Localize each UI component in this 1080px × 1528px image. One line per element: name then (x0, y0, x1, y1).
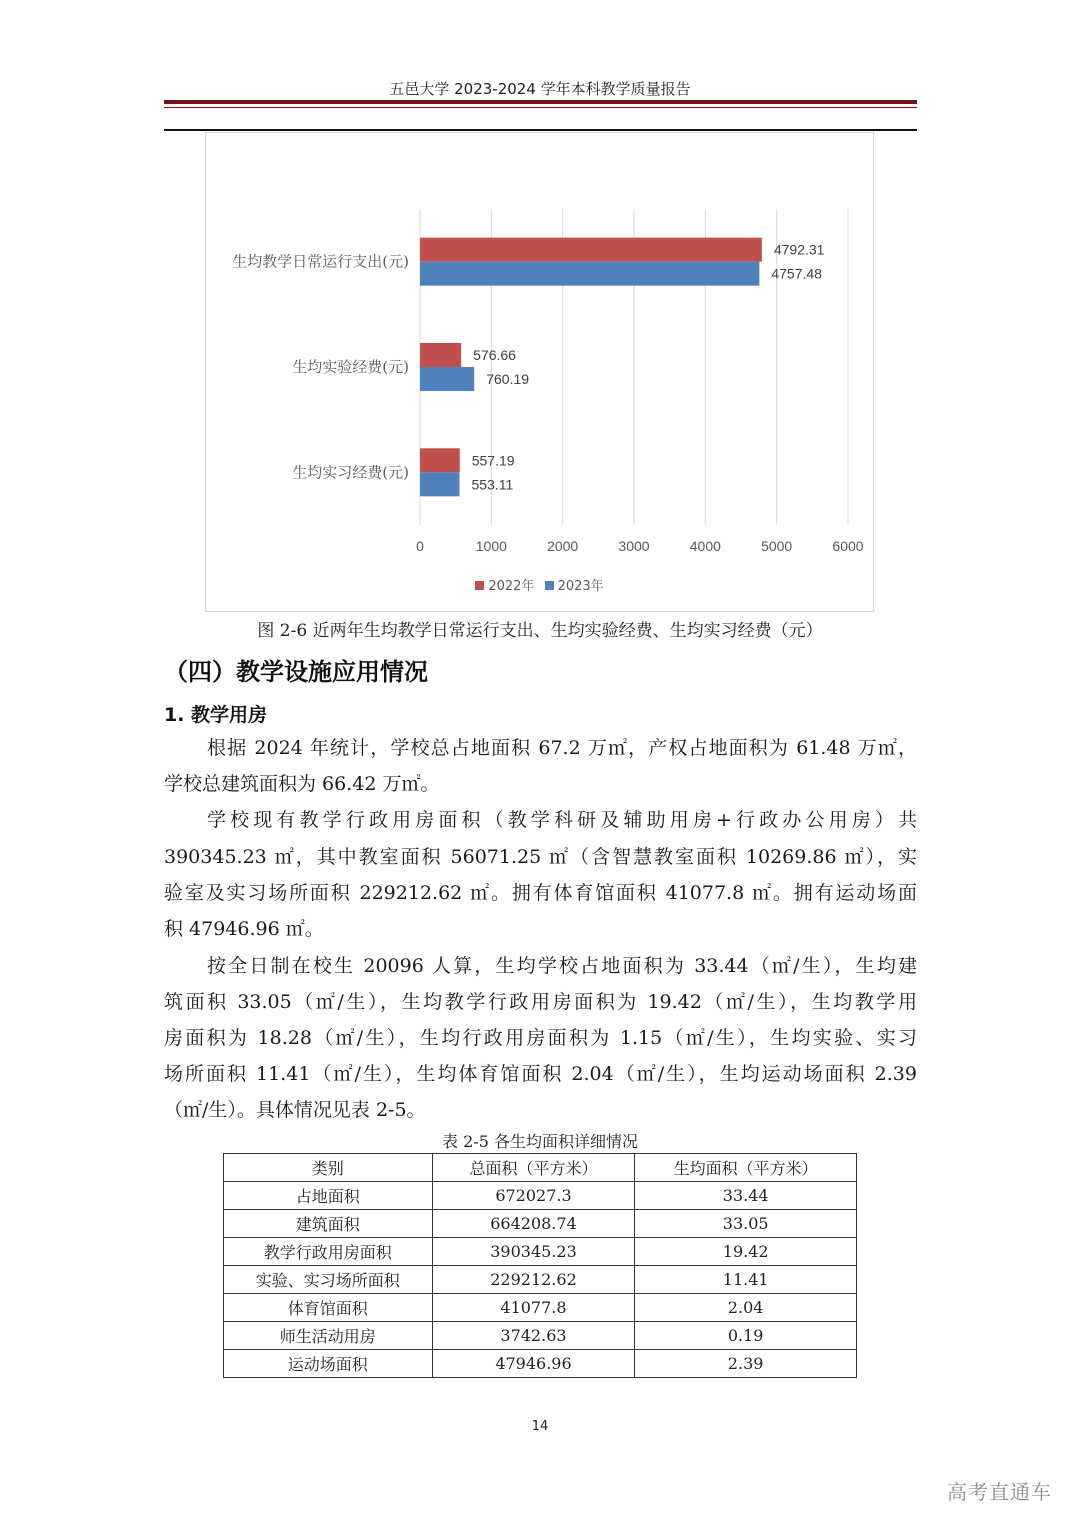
table-cell: 390345.23 (432, 1238, 635, 1266)
bar-2022年-2 (420, 448, 460, 472)
paragraph-line: 房面积为 18.28（㎡/生），生均行政用房面积为 1.15（㎡/生），生均实验、实习 (164, 1027, 917, 1049)
area-table (223, 1153, 857, 1378)
section-heading: （四）教学设施应用情况 (164, 658, 428, 686)
legend-item-2022 (475, 579, 538, 594)
sub-heading: 1. 教学用房 (164, 704, 268, 726)
table-cell: 占地面积 (224, 1182, 433, 1210)
table-cell: 0.19 (635, 1322, 857, 1350)
paragraph-line: 根据 2024 年统计，学校总占地面积 67.2 万㎡，产权占地面积为 61.48 万㎡， (207, 737, 917, 759)
table-cell: 教学行政用房面积 (224, 1238, 433, 1266)
bar-2023年-1 (420, 367, 474, 391)
page-number: 14 (531, 1419, 549, 1434)
data-label: 4792.31 (773, 241, 825, 258)
header-rule-thin (164, 107, 917, 108)
data-label: 553.11 (471, 476, 514, 493)
x-tick-label: 5000 (761, 538, 793, 554)
bar-chart-figure (205, 132, 874, 612)
data-label: 760.19 (486, 371, 530, 387)
table-header-cell: 类别 (224, 1154, 433, 1182)
table-row (224, 1238, 857, 1266)
table-row (224, 1350, 857, 1378)
table-cell: 运动场面积 (224, 1350, 433, 1378)
report-header-title: 五邑大学 2023-2024 学年本科教学质量报告 (389, 80, 691, 98)
x-tick-label: 2000 (547, 538, 579, 554)
category-label: 生均实习经费(元) (292, 463, 409, 482)
table-cell: 672027.3 (432, 1182, 635, 1210)
table-cell: 2.04 (635, 1294, 857, 1322)
table-cell: 2.39 (635, 1350, 857, 1378)
watermark-text: 高考直通车 (947, 1480, 1052, 1504)
paragraph-line: 390345.23 ㎡，其中教室面积 56071.25 ㎡（含智慧教室面积 10269.86 ㎡），实 (164, 846, 917, 868)
legend-label-2023: 2023年 (557, 579, 604, 594)
data-label: 557.19 (471, 452, 515, 469)
table-cell: 3742.63 (432, 1322, 635, 1350)
table-cell: 实验、实习场所面积 (224, 1266, 433, 1294)
table-row (224, 1266, 857, 1294)
table-cell: 33.05 (635, 1210, 857, 1238)
legend-label-2022: 2022年 (488, 579, 535, 594)
table-cell: 47946.96 (432, 1350, 635, 1378)
bar-2023年-2 (420, 472, 459, 496)
table-header-cell: 生均面积（平方米） (635, 1154, 857, 1182)
x-tick-label: 0 (416, 538, 424, 554)
table-header-row (224, 1154, 857, 1182)
paragraph-line: 按全日制在校生 20096 人算，生均学校占地面积为 33.44（㎡/生），生均建 (207, 955, 917, 977)
paragraph-line: 学校总建筑面积为 66.42 万㎡。 (164, 773, 440, 795)
header-rule-black (164, 129, 917, 131)
paragraph-line: 场所面积 11.41（㎡/生），生均体育馆面积 2.04（㎡/生），生均运动场面积 2.39 (164, 1063, 917, 1085)
category-label: 生均教学日常运行支出(元) (232, 252, 409, 271)
paragraph-line: 验室及实习场所面积 229212.62 ㎡。拥有体育馆面积 41077.8 ㎡。拥有运动场面 (164, 882, 917, 904)
table-cell: 建筑面积 (224, 1210, 433, 1238)
data-label: 4757.48 (771, 265, 822, 282)
table-row (224, 1322, 857, 1350)
bar-2022年-1 (420, 343, 461, 367)
table-cell: 33.44 (635, 1182, 857, 1210)
table-row (224, 1182, 857, 1210)
paragraph-line: （㎡/生）。具体情况见表 2-5。 (164, 1099, 426, 1121)
table-cell: 41077.8 (432, 1294, 635, 1322)
paragraph-line: 积 47946.96 ㎡。 (164, 918, 324, 940)
table-cell: 体育馆面积 (224, 1294, 433, 1322)
legend-item-2023 (545, 579, 604, 594)
legend-swatch-2023 (545, 581, 554, 590)
bar-2023年-0 (420, 262, 759, 286)
header-rule-thick (164, 100, 917, 104)
x-tick-label: 3000 (618, 538, 650, 554)
table-caption: 表 2-5 各生均面积详细情况 (442, 1132, 638, 1151)
table-cell: 11.41 (635, 1266, 857, 1294)
table-cell: 师生活动用房 (224, 1322, 433, 1350)
x-tick-label: 6000 (832, 538, 864, 554)
table-cell: 19.42 (635, 1238, 857, 1266)
table-cell: 664208.74 (432, 1210, 635, 1238)
bar-chart-svg (206, 133, 873, 611)
category-label: 生均实验经费(元) (292, 358, 409, 376)
legend-swatch-2022 (475, 581, 484, 590)
table-row (224, 1294, 857, 1322)
x-tick-label: 4000 (689, 538, 721, 554)
table-cell: 229212.62 (432, 1266, 635, 1294)
bar-2022年-0 (420, 238, 762, 262)
figure-caption: 图 2-6 近两年生均教学日常运行支出、生均实验经费、生均实习经费（元） (257, 621, 823, 641)
x-tick-label: 1000 (475, 538, 507, 554)
table-row (224, 1210, 857, 1238)
paragraph-line: 筑面积 33.05（㎡/生），生均教学行政用房面积为 19.42（㎡/生），生均教学用 (164, 991, 917, 1013)
chart-legend (206, 575, 873, 594)
table-header-cell: 总面积（平方米） (432, 1154, 635, 1182)
paragraph-line: 学校现有教学行政用房面积（教学科研及辅助用房+行政办公用房）共 (207, 809, 917, 831)
data-label: 576.66 (473, 347, 516, 363)
